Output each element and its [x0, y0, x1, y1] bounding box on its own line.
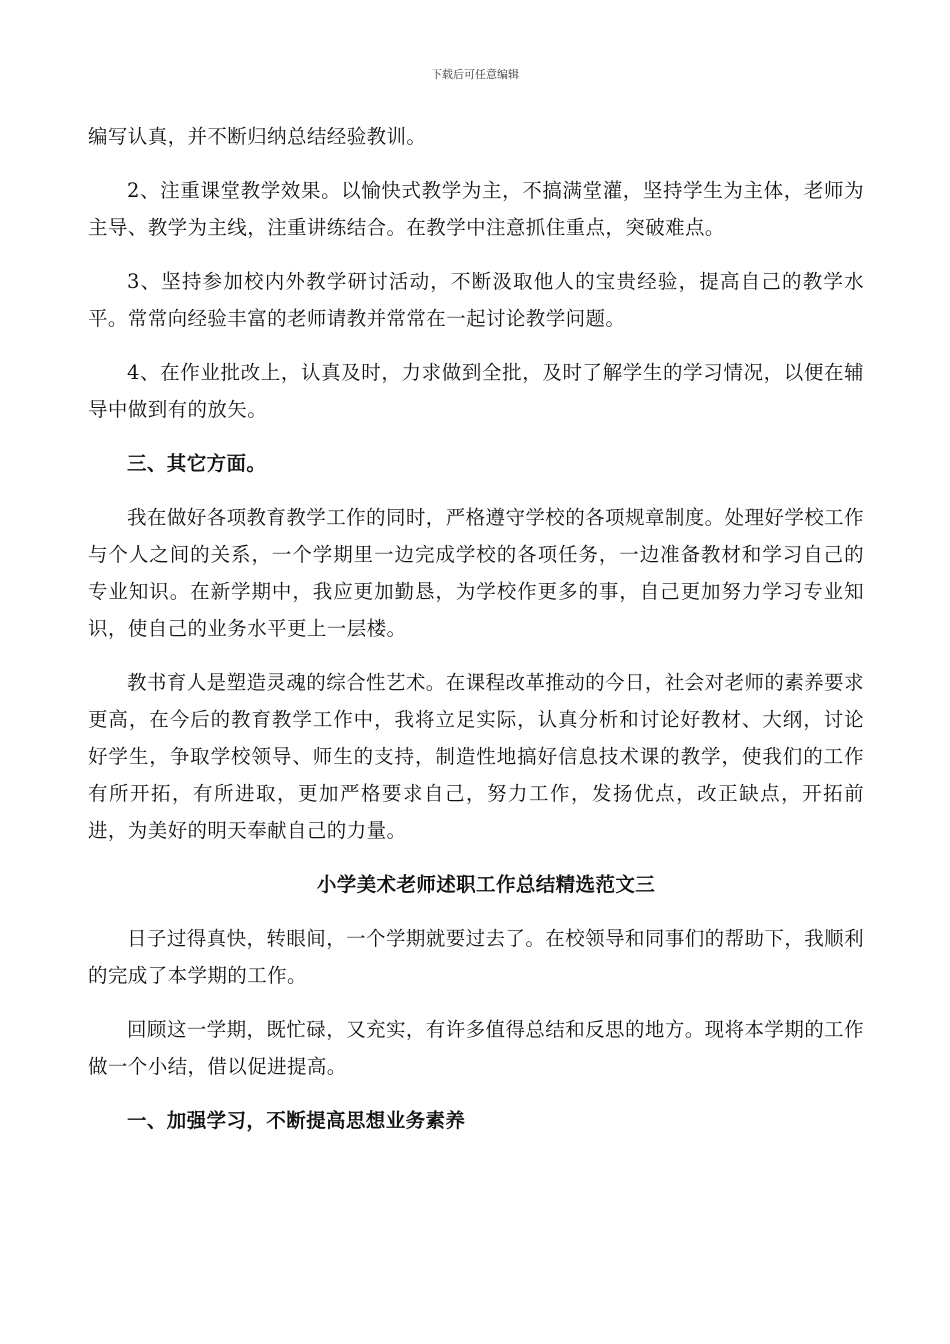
section-heading-study: 一、加强学习，不断提高思想业务素养	[127, 1109, 466, 1132]
essay-title: 小学美术老师述职工作总结精选范文三	[316, 873, 656, 896]
paragraph-review: 回顾这一学期，既忙碌，又充实，有许多值得总结和反思的地方。现将本学期的工作做一个小结，借以促进提高。	[88, 1018, 864, 1078]
paragraph-education: 教书育人是塑造灵魂的综合性艺术。在课程改革推动的今日，社会对老师的素养要求更高，在今后的教育教学工作中，我将立足实际，认真分析和讨论好教材、大纲，讨论好学生，争取学校领导、师生的支持，制造性地搞好信息技术课的教学，使我们的工作有所开拓，有所进取，更加严格要求自己，努力工作，发扬优点，改正缺点，开拓前进，为美好的明天奉献自己的力量。	[88, 671, 864, 842]
document-body	[88, 118, 864, 1156]
paragraph-rules: 我在做好各项教育教学工作的同时，严格遵守学校的各项规章制度。处理好学校工作与个人之间的关系，一个学期里一边完成学校的各项任务，一边准备教材和学习自己的专业知识。在新学期中，我应更加勤恳，为学校作更多的事，自己更加努力学习专业知识，使自己的业务水平更上一层楼。	[88, 506, 864, 640]
section-heading-other: 三、其它方面。	[127, 452, 267, 475]
paragraph-item-4: 4、在作业批改上，认真及时，力求做到全批，及时了解学生的学习情况，以便在辅导中做到有的放矢。	[88, 361, 864, 421]
paragraph-item-2: 2、注重课堂教学效果。以愉快式教学为主，不搞满堂灌，坚持学生为主体，老师为主导、教学为主线，注重讲练结合。在教学中注意抓住重点，突破难点。	[88, 179, 864, 239]
paragraph-continuation: 编写认真，并不断归纳总结经验教训。	[88, 125, 427, 148]
page-header-note: 下载后可任意编辑	[431, 68, 519, 81]
paragraph-intro: 日子过得真快，转眼间，一个学期就要过去了。在校领导和同事们的帮助下，我顺利的完成了本学期的工作。	[88, 927, 864, 987]
paragraph-item-3: 3、坚持参加校内外教学研讨活动，不断汲取他人的宝贵经验，提高自己的教学水平。常常向经验丰富的老师请教并常常在一起讨论教学问题。	[88, 270, 864, 330]
